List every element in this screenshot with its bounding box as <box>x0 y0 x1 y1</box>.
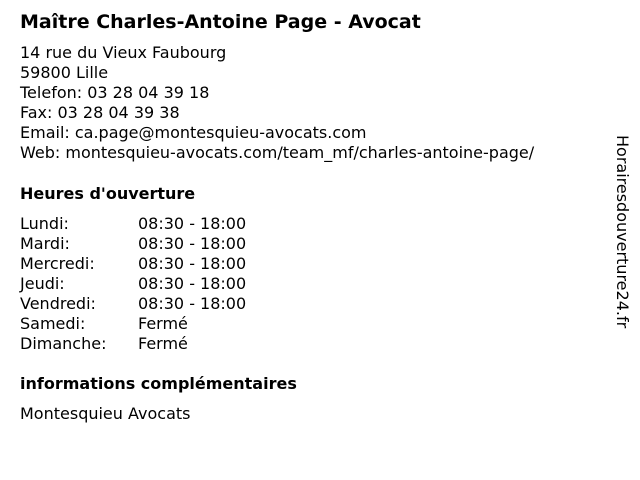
day-label: Samedi: <box>20 314 86 333</box>
hours-row-tuesday <box>20 234 320 254</box>
additional-info-text: Montesquieu Avocats <box>20 404 191 423</box>
brand-watermark: Horairesdouverture24.fr <box>613 135 632 329</box>
additional-info-heading: informations complémentaires <box>20 374 297 393</box>
address-city: 59800 Lille <box>20 63 109 82</box>
hours-value: Fermé <box>138 334 188 353</box>
email-address: Email: ca.page@montesquieu-avocats.com <box>20 123 367 142</box>
hours-value: 08:30 - 18:00 <box>138 234 247 253</box>
hours-value: 08:30 - 18:00 <box>138 274 247 293</box>
page-title: Maître Charles-Antoine Page - Avocat <box>20 11 421 33</box>
phone-number: Telefon: 03 28 04 39 18 <box>20 83 210 102</box>
day-label: Dimanche: <box>20 334 107 353</box>
address-street: 14 rue du Vieux Faubourg <box>20 43 227 62</box>
hours-row-monday <box>20 214 320 234</box>
website-url: Web: montesquieu-avocats.com/team_mf/charles-antoine-page/ <box>20 143 535 162</box>
day-label: Lundi: <box>20 214 69 233</box>
day-label: Vendredi: <box>20 294 96 313</box>
opening-hours-heading: Heures d'ouverture <box>20 184 196 203</box>
fax-number: Fax: 03 28 04 39 38 <box>20 103 180 122</box>
day-label: Mercredi: <box>20 254 95 273</box>
hours-value: Fermé <box>138 314 188 333</box>
hours-value: 08:30 - 18:00 <box>138 254 247 273</box>
hours-value: 08:30 - 18:00 <box>138 214 247 233</box>
day-label: Jeudi: <box>20 274 65 293</box>
hours-value: 08:30 - 18:00 <box>138 294 247 313</box>
hours-row-wednesday <box>20 254 320 274</box>
contact-block <box>20 43 534 163</box>
hours-row-thursday <box>20 274 320 294</box>
opening-hours-table <box>20 214 320 354</box>
hours-row-saturday <box>20 314 320 334</box>
hours-row-friday <box>20 294 320 314</box>
day-label: Mardi: <box>20 234 70 253</box>
hours-row-sunday <box>20 334 320 354</box>
